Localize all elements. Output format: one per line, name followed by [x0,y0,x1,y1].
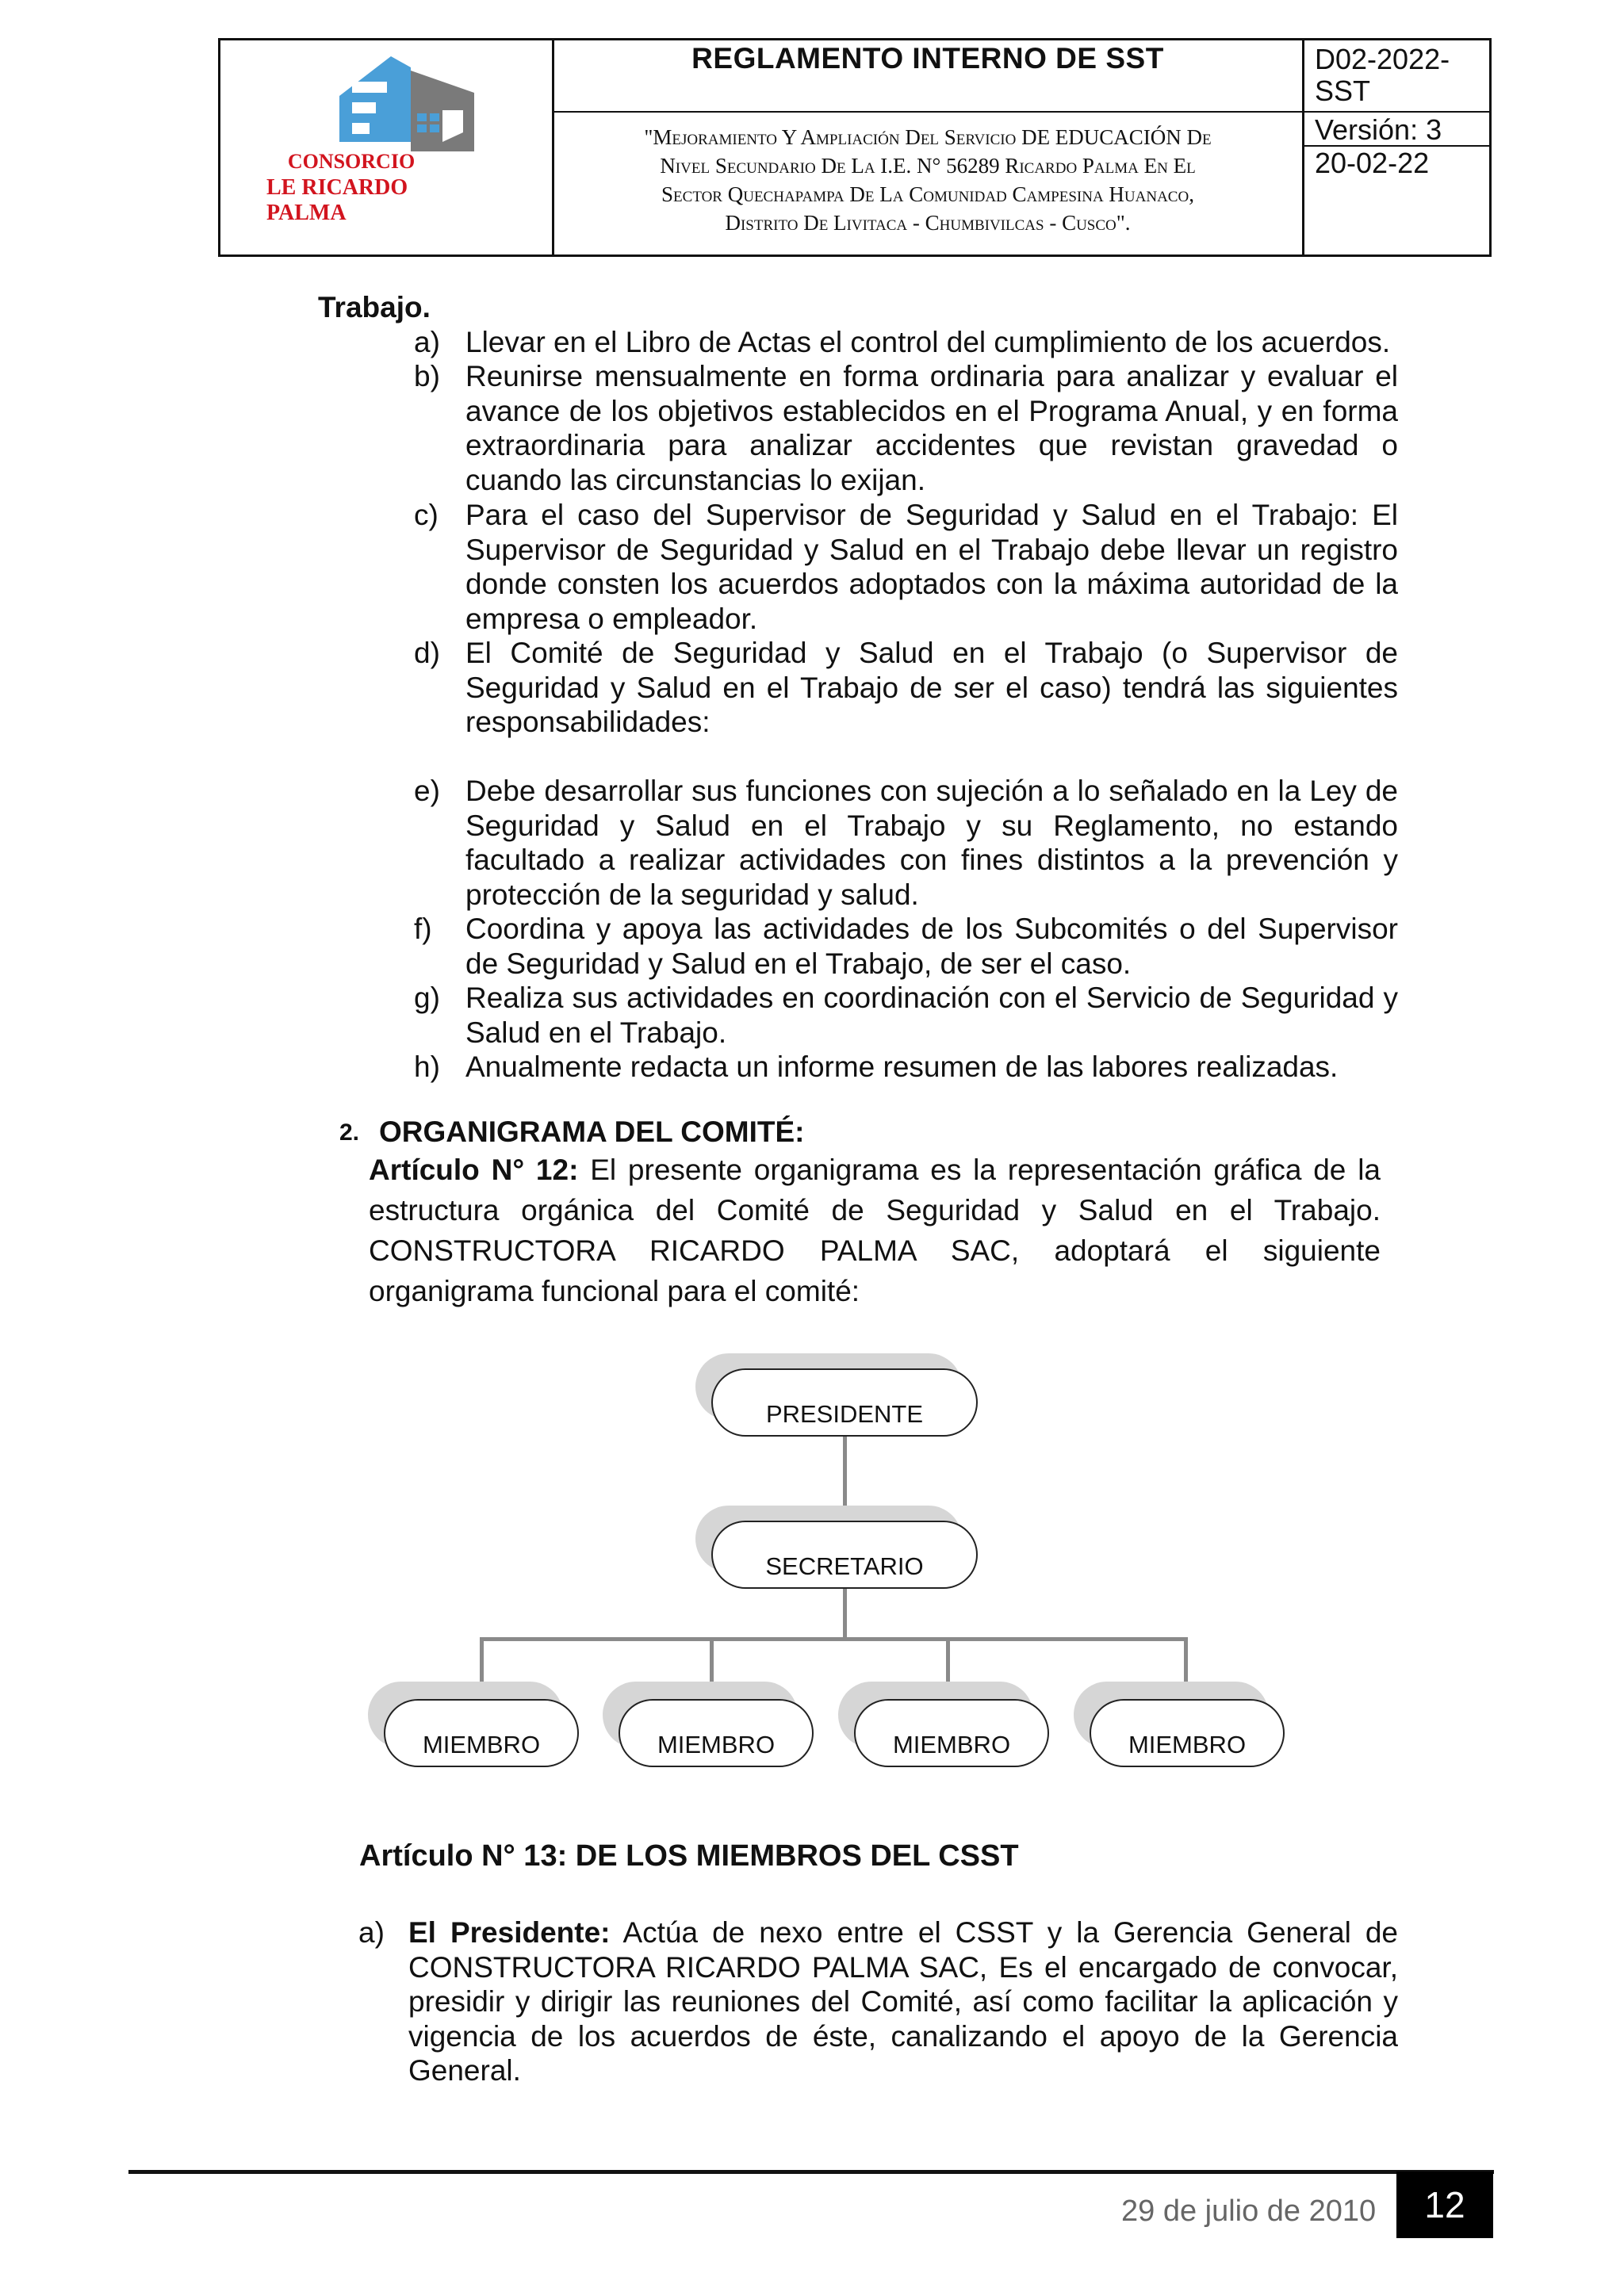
header-title: REGLAMENTO INTERNO DE SST [691,42,1164,75]
org-connector [480,1637,1188,1641]
item-text: Actúa de nexo entre el CSST y la Gerencia General de CONSTRUCTORA RICARDO PALMA SAC, Es el encargado de convocar, presidir y dirigir las reuniones del Comité, así como facilitar la aplicación y vigencia de los acuerdos de éste, canalizando el apoyo de la Gerencia General. [408,1916,1398,2087]
list-label: e) [414,775,440,807]
org-node-member: MIEMBRO [384,1699,579,1767]
list-label: d) [414,637,440,669]
article-12-paragraph [369,1150,1381,1311]
list-label: c) [414,499,439,531]
list-label: g) [414,982,440,1014]
org-node-president: PRESIDENTE [711,1368,978,1437]
org-node-member: MIEMBRO [854,1699,1049,1767]
document-date: 20-02-22 [1315,147,1430,179]
article-label: Artículo N° 12: [369,1154,579,1186]
page-number: 12 [1396,2172,1493,2238]
header-divider [1302,111,1489,113]
article-13-item [408,1915,1398,2088]
header-divider [1302,40,1304,254]
list-item: Coordina y apoya las actividades de los Subcomités o del Supervisor de Seguridad y Salud en el Trabajo, de ser el caso. [465,913,1398,980]
list-item: Realiza sus actividades en coordinación con el Servicio de Seguridad y Salud en el Trabajo. [465,982,1398,1049]
list-label: b) [414,360,440,392]
article-13-heading: Artículo N° 13: DE LOS MIEMBROS DEL CSST [359,1839,1019,1873]
document-code: D02-2022- SST [1315,43,1450,107]
footer-date: 29 de julio de 2010 [1121,2195,1377,2228]
item-bold-label: El Presidente: [408,1916,611,1949]
org-connector [843,1586,847,1639]
org-node-member: MIEMBRO [619,1699,814,1767]
logo-text: LE RICARDO PALMA [266,175,408,225]
article-text: El presente organigrama es la representación gráfica de la estructura orgánica del Comité de Seguridad y Salud en el Trabajo. CONSTRUCTORA RICARDO PALMA SAC, adoptará el siguiente organigrama funcional para el comité: [369,1154,1381,1307]
header-divider [552,111,1302,113]
list-item: Anualmente redacta un informe resumen de las labores realizadas. [465,1050,1339,1083]
org-node-member: MIEMBRO [1090,1699,1285,1767]
logo-text: CONSORCIO [287,150,416,173]
list-label: h) [414,1050,440,1083]
document-version: Versión: 3 [1315,113,1442,146]
header-subtitle: "Mejoramiento Y Ampliación Del Servicio DE EDUCACIÓN De Nivel Secundario De La I.E. N° 56289 Ricardo Palma En El Sector Quechapampa De La Comunidad Campesina Huanaco, Distrito De Livitaca - Chumbivilcas - Cusco". [644,125,1212,235]
list-item: Reunirse mensualmente en forma ordinaria para analizar y evaluar el avance de los objetivos establecidos en el Programa Anual, y en forma extraordinaria para analizar accidentes que revistan gravedad o cuando las circunstancias lo exijan. [465,360,1398,496]
intro-word: Trabajo. [318,291,431,323]
footer-rule [128,2170,1494,2174]
document-header [218,38,1492,257]
section-number: 2. [339,1119,360,1146]
list-label: f) [414,913,432,945]
list-item: Llevar en el Libro de Actas el control del cumplimiento de los acuerdos. [465,326,1391,358]
org-node-secretary: SECRETARIO [711,1521,978,1589]
list-item: El Comité de Seguridad y Salud en el Trabajo (o Supervisor de Seguridad y Salud en el Trabajo de ser el caso) tendrá las siguientes responsabilidades: [465,637,1398,738]
section-heading: ORGANIGRAMA DEL COMITÉ: [379,1115,805,1148]
list-label: a) [358,1916,385,1949]
list-item: Debe desarrollar sus funciones con sujeción a lo señalado en la Ley de Seguridad y Salud en el Trabajo y su Reglamento, no estando facultado a realizar actividades con fines distintos a la prevención y protección de la seguridad y salud. [465,775,1398,911]
list-item: Para el caso del Supervisor de Seguridad y Salud en el Trabajo: El Supervisor de Seguridad y Salud en el Trabajo debe llevar un registro donde consten los acuerdos adoptados con la máxima autoridad de la empresa o empleador. [465,499,1398,635]
list-label: a) [414,326,440,358]
